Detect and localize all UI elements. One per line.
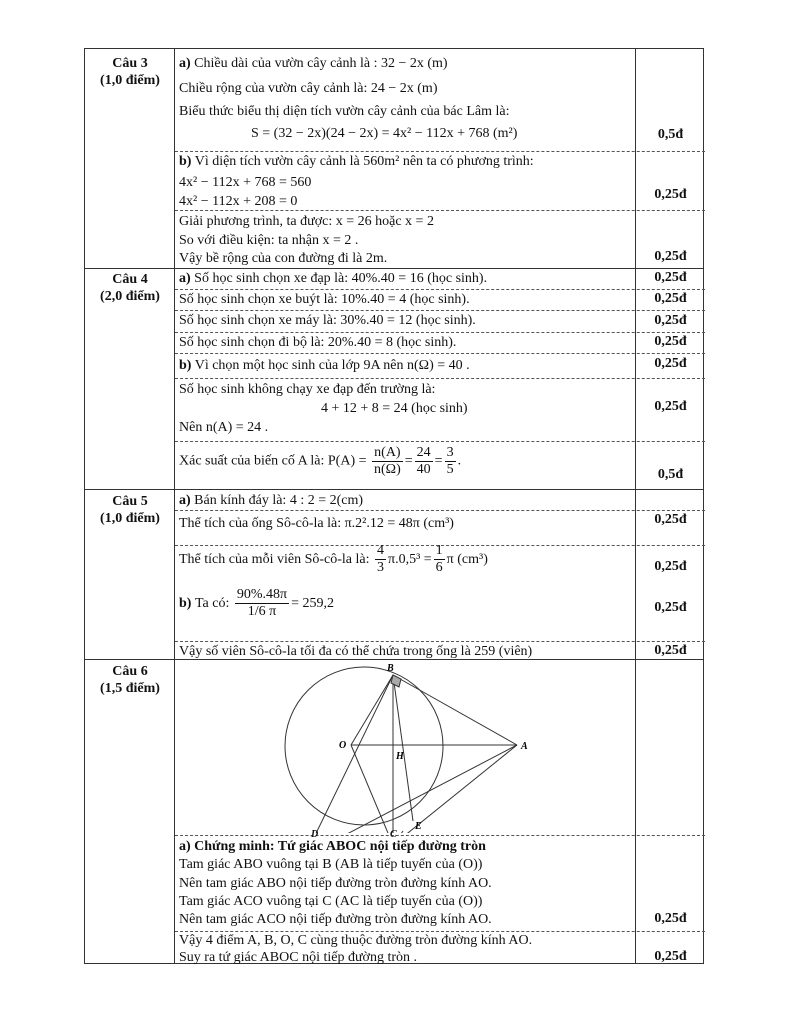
q5-r4: Vậy số viên Sô-cô-la tối đa có thể chứa trong ống là 259 (viên) (179, 644, 533, 659)
q3-a4: S = (32 − 2x)(24 − 2x) = 4x² − 112x + 768 (m²) (251, 126, 518, 141)
q3-b-points: 0,25đ (654, 187, 687, 202)
label-d: D (311, 829, 319, 840)
fraction: $\frac{1}{6}$ (435, 543, 443, 575)
q3-c-points: 0,25đ (654, 249, 687, 264)
q6-label: Câu 6 (1,5 điểm) (100, 664, 160, 696)
q4-r4-points: 0,25đ (654, 334, 687, 349)
label-e: E (415, 821, 422, 832)
divider-q4-q5 (85, 489, 703, 490)
q3-c1: Giải phương trình, ta được: x = 26 hoặc x = 2 (179, 214, 434, 229)
q6-a2: Nên tam giác ABO nội tiếp đường tròn đường kính AO. (179, 876, 492, 891)
row-divider (175, 353, 705, 354)
label-a: A (521, 741, 528, 752)
q3-a1: a) Chiều dài của vườn cây cảnh là : 32 − 2x (m) (179, 56, 448, 71)
answer-table (84, 48, 704, 964)
q4-r1-points: 0,25đ (654, 270, 687, 285)
q5-r1: a) Bán kính đáy là: 4 : 2 = 2(cm) (179, 493, 364, 508)
q5-r3-points: 0,25đ (654, 600, 687, 615)
q6-b-points: 0,25đ (654, 949, 687, 964)
line-bd (305, 675, 393, 833)
row-divider (175, 835, 705, 836)
q4-r5-points: 0,25đ (654, 356, 687, 371)
q5-r4-points: 0,25đ (654, 643, 687, 658)
q4-r7: Xác suất của biến cố A là: P(A) = $\frac{n(A)}{n(\Omega)}$ = $\frac{24}{40}$ = $\frac{3}{5}$ . (179, 445, 462, 477)
q3-c3: Vậy bề rộng của con đường đi là 2m. (179, 251, 388, 266)
q6-a-points: 0,25đ (654, 911, 687, 926)
q4-r2: Số học sinh chọn xe buýt là: 10%.40 = 4 (học sinh). (179, 292, 470, 307)
row-divider (175, 378, 705, 379)
label-o: O (339, 740, 347, 751)
circle-o (285, 667, 443, 825)
q4-r3: Số học sinh chọn xe máy là: 30%.40 = 12 (học sinh). (179, 313, 476, 328)
q5-r2-points: 0,25đ (654, 559, 687, 574)
row-divider (175, 441, 705, 442)
q4-r2-points: 0,25đ (654, 291, 687, 306)
q3-a3: Biểu thức biểu thị diện tích vườn cây cảnh của bác Lâm là: (179, 104, 510, 119)
q3-a-points: 0,5đ (657, 127, 684, 142)
q6-a3: Tam giác ACO vuông tại C (AC là tiếp tuyến của (O)) (179, 894, 483, 909)
q5-r2: Thể tích của mỗi viên Sô-cô-la là: $\frac{4}{3}$ π.0,5³ = $\frac{1}{6}$ π (cm³) (179, 543, 488, 575)
label-b: B (387, 663, 394, 674)
q6-a4: Nên tam giác ACO nội tiếp đường tròn đường kính AO. (179, 912, 492, 927)
q4-r7-points: 0,5đ (657, 467, 684, 482)
q3-label: Câu 3 (1,0 điểm) (100, 56, 160, 88)
q4-r6c: Nên n(A) = 24 . (179, 420, 269, 435)
label-c: C (390, 829, 397, 840)
q3-c2: So với điều kiện: ta nhận x = 2 . (179, 233, 359, 248)
line-ca (393, 745, 517, 833)
fraction: $\frac{3}{5}$ (446, 445, 454, 477)
q4-r6a: Số học sinh không chạy xe đạp đến trường là: (179, 382, 436, 397)
q5-label: Câu 5 (1,0 điểm) (100, 494, 160, 526)
q6-b1: Vậy 4 điểm A, B, O, C cùng thuộc đường tròn đường kính AO. (179, 933, 533, 948)
label-h: H (396, 751, 404, 762)
q5-r3: b) Ta có: $\frac{90\%.48\pi}{1/6 \pi}$ = 259,2 (179, 587, 334, 619)
q3-b3: 4x² − 112x + 208 = 0 (179, 194, 298, 209)
q3-b1: b) Vì diện tích vườn cây cảnh là 560m² nên ta có phương trình: (179, 154, 534, 169)
line-be (393, 675, 413, 821)
line-ob (351, 675, 393, 745)
q5-r1-points: 0,25đ (654, 512, 687, 527)
row-divider (175, 510, 705, 511)
q4-r4: Số học sinh chọn đi bộ là: 20%.40 = 8 (học sinh). (179, 335, 457, 350)
q4-r6b: 4 + 12 + 8 = 24 (học sinh) (321, 401, 468, 416)
geometry-figure (265, 661, 545, 833)
line-oc (351, 745, 393, 833)
fraction: $\frac{90\%.48\pi}{1/6 \pi}$ (236, 587, 288, 619)
q6-b2: Suy ra tứ giác ABOC nội tiếp đường tròn . (179, 950, 418, 965)
fraction: $\frac{24}{40}$ (416, 445, 431, 477)
q6-a-title: a) Chứng minh: Tứ giác ABOC nội tiếp đường tròn (179, 839, 486, 854)
q3-a2: Chiều rộng của vườn cây cảnh là: 24 − 2x (m) (179, 81, 438, 96)
q5-r1b: Thể tích của ống Sô-cô-la là: π.2².12 = 48π (cm³) (179, 516, 454, 531)
q6-a1: Tam giác ABO vuông tại B (AB là tiếp tuyến của (O)) (179, 857, 483, 872)
q3-b2: 4x² − 112x + 768 = 560 (179, 175, 312, 190)
q4-r1: a) Số học sinh chọn xe đạp là: 40%.40 = 16 (học sinh). (179, 271, 488, 286)
q4-r5: b) Vì chọn một học sinh của lớp 9A nên n(Ω) = 40 . (179, 358, 470, 373)
q4-label: Câu 4 (2,0 điểm) (100, 272, 160, 304)
fraction: $\frac{n(A)}{n(\Omega)}$ (374, 445, 401, 477)
line-ba (393, 675, 517, 745)
q4-r6-points: 0,25đ (654, 399, 687, 414)
fraction: $\frac{4}{3}$ (377, 543, 384, 575)
q4-r3-points: 0,25đ (654, 313, 687, 328)
